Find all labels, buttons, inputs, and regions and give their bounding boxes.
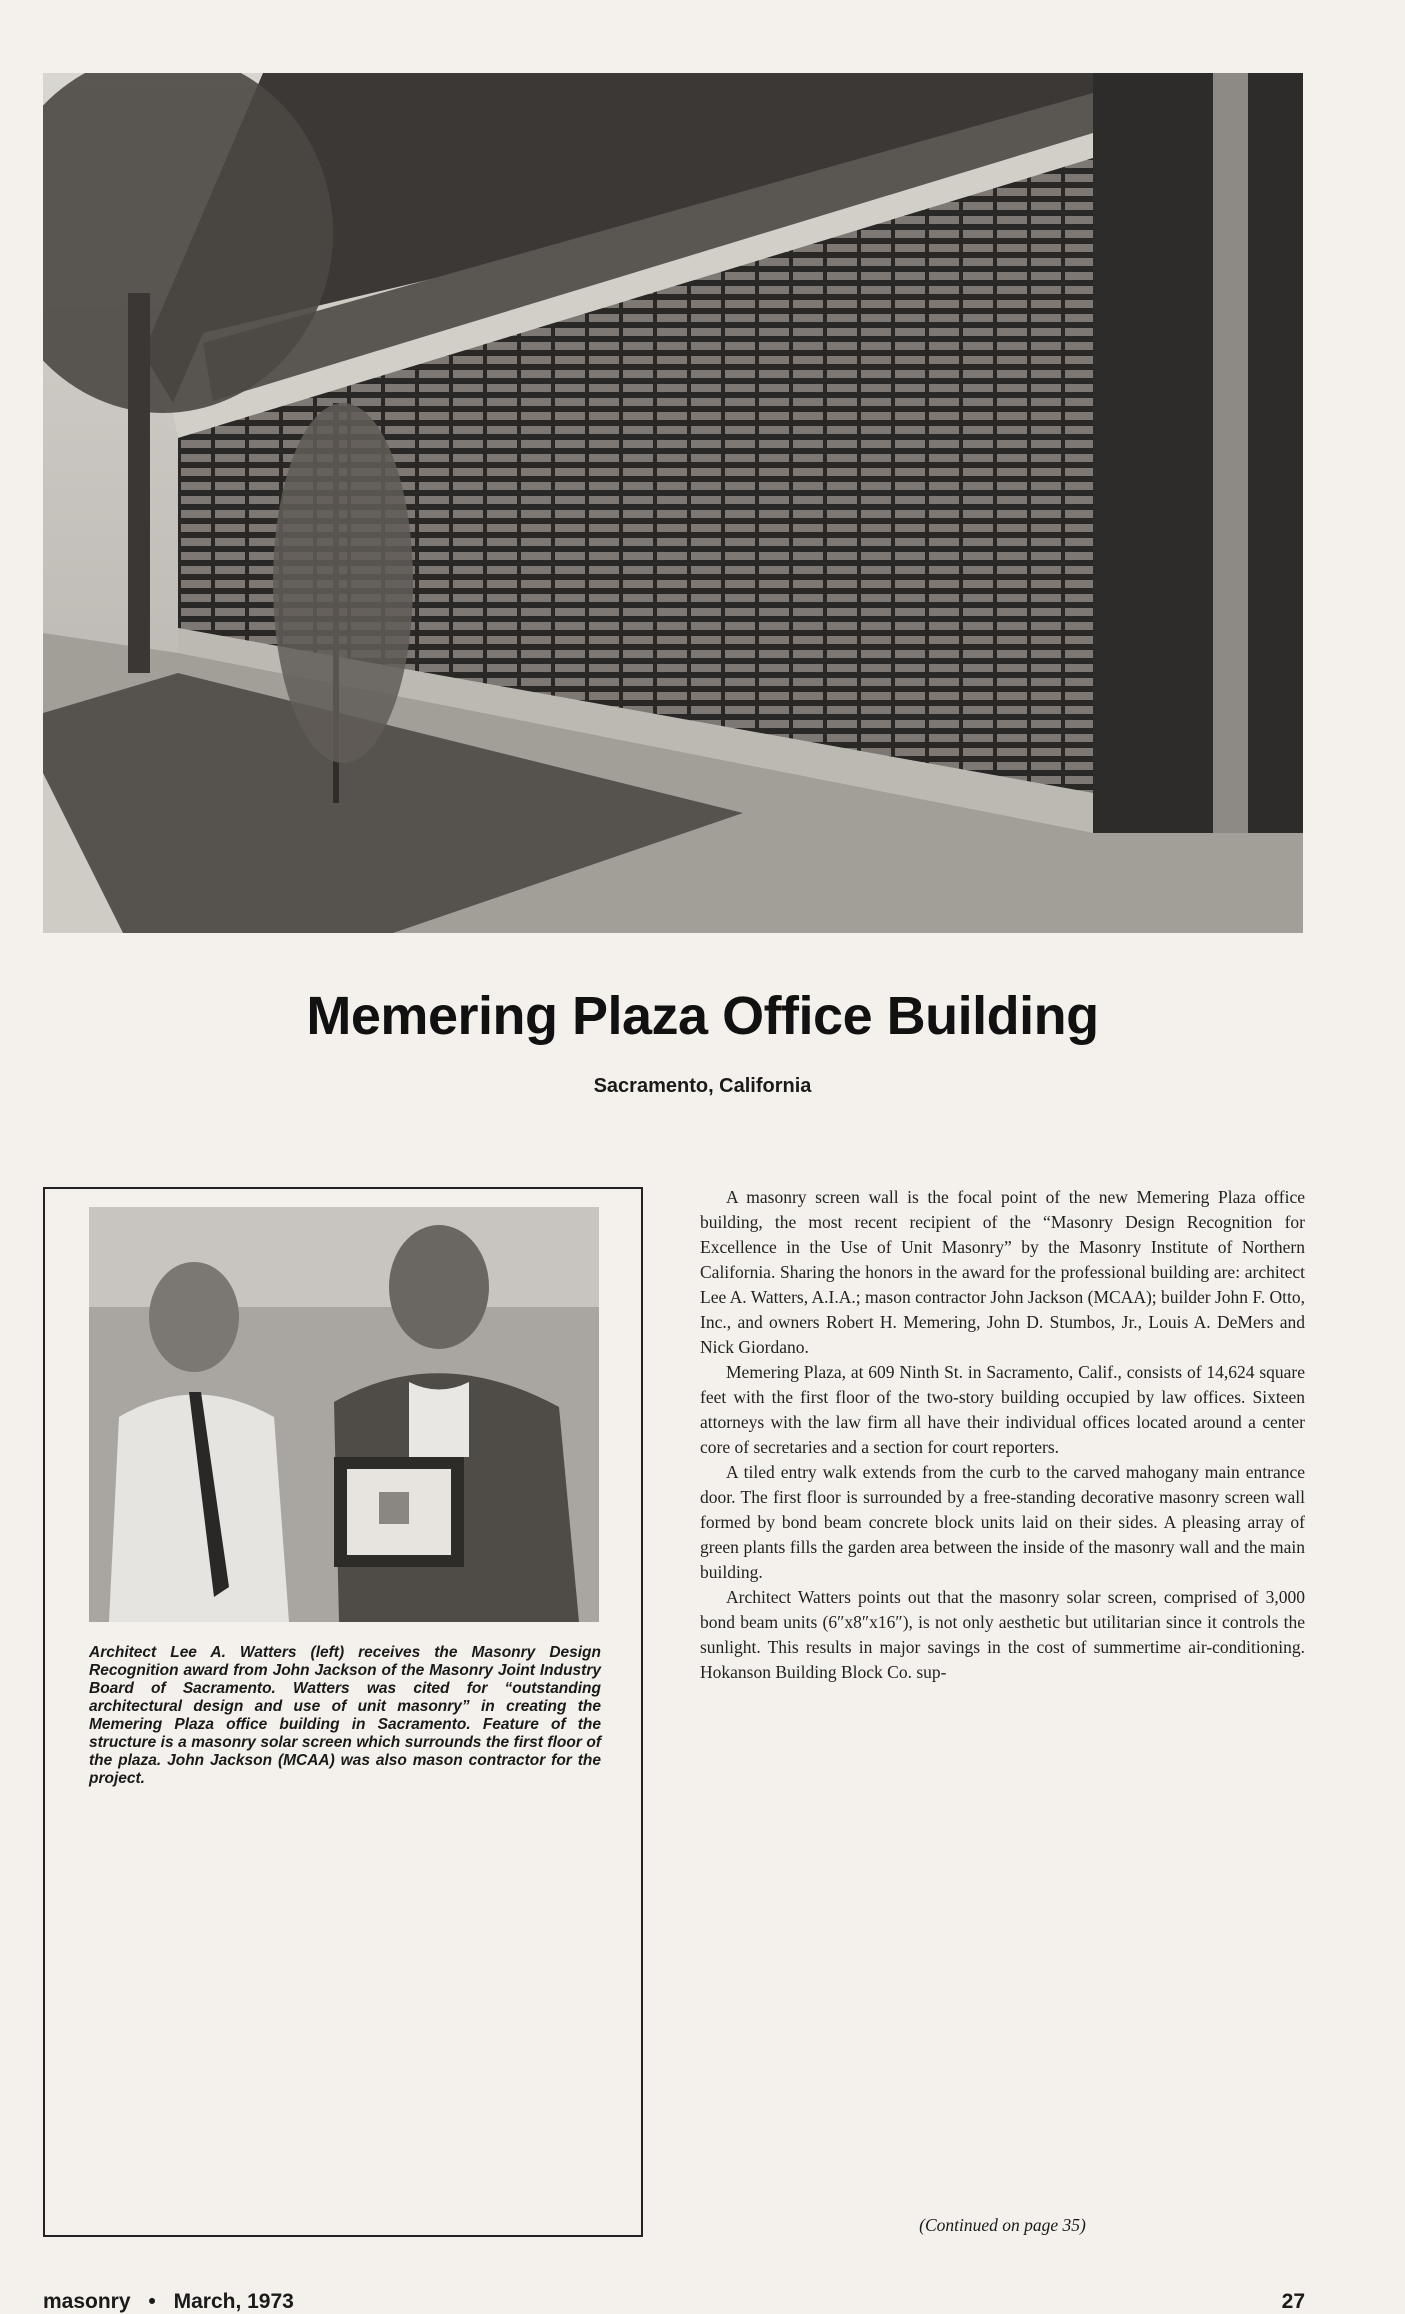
photo-caption: Architect Lee A. Watters (left) receives the Masonry Design Recognition award from John Jackson of the Masonry Joint Industry Board of Sacramento. Watters was cited for “outstanding architectural design and use of unit masonry” in creating the Memering Plaza office building in Sacramento. Feature of the structure is a masonry solar screen which surrounds the first floor of the plaza. John Jackson (MCAA) was also mason contractor for the project. [89, 1644, 601, 1787]
paragraph: Architect Watters points out that the masonry solar screen, comprised of 3,000 bond beam units (6″x8″x16″), is not only aesthetic but utilitarian since it controls the sunlight. This results in major savings in the cost of summertime air-conditioning. Hokanson Building Block Co. sup- [700, 1587, 1305, 1682]
building-photo [43, 73, 1303, 933]
award-photo [89, 1207, 599, 1622]
location-subtitle: Sacramento, California [593, 1075, 812, 1097]
article-body [700, 1185, 1305, 1685]
paragraph: A masonry screen wall is the focal point of the new Memering Plaza office building, the most recent recipient of the “Masonry Design Recognition for Excellence in the Use of Unit Masonry” by the Masonry Institute of Northern California. Sharing the honors in the award for the professional building are: architect Lee A. Watters, A.I.A.; mason contractor John Jackson (MCAA); builder John F. Otto, Inc., and owners Robert H. Memering, John D. Stumbos, Jr., Louis A. DeMers and Nick Giordano. [700, 1187, 1305, 1357]
paragraph: A tiled entry walk extends from the curb to the carved mahogany main entrance door. The first floor is surrounded by a free-standing decorative masonry screen wall formed by bond beam concrete block units laid on their sides. A pleasing array of green plants fills the garden area between the inside of the masonry wall and the main building. [700, 1462, 1305, 1582]
continued-note: (Continued on page 35) [919, 2215, 1086, 2235]
page-title: Memering Plaza Office Building [306, 986, 1099, 1046]
paragraph: Memering Plaza, at 609 Ninth St. in Sacramento, Calif., consists of 14,624 square feet with the first floor of the two-story building occupied by law offices. Sixteen attorneys with the law firm all have their individual offices located around a center core of secretaries and a section for court reporters. [700, 1362, 1305, 1457]
photo-caption-box [43, 1187, 643, 2237]
issue-date: March, 1973 [173, 2290, 294, 2313]
footer-publication [43, 2290, 294, 2314]
page-number: 27 [1281, 2290, 1305, 2313]
magazine-name: masonry [43, 2290, 131, 2313]
bullet-separator: • [148, 2290, 156, 2313]
